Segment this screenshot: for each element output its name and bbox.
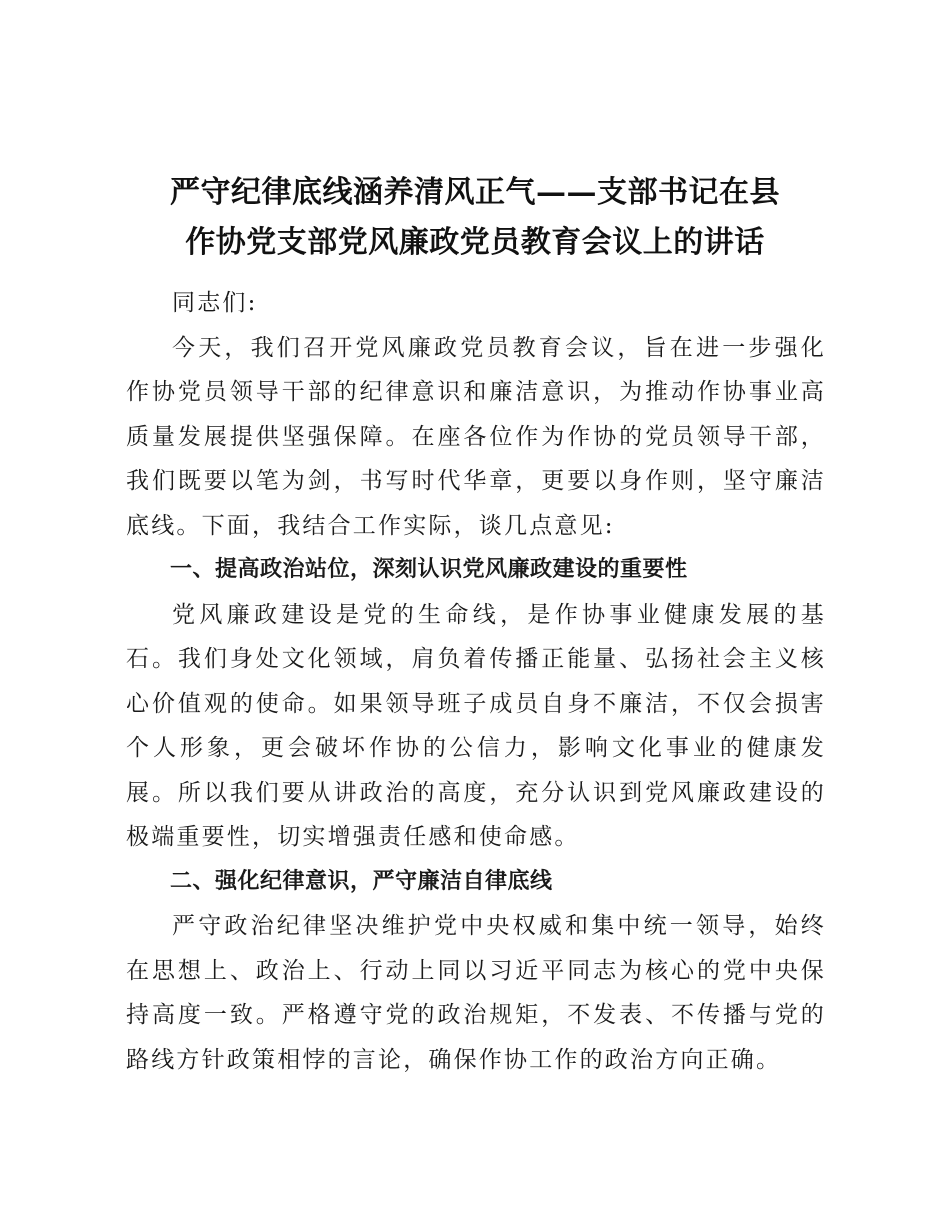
title-line-2: 作协党支部党风廉政党员教育会议上的讲话 [185, 225, 765, 260]
document-title [100, 168, 850, 268]
document-body [126, 281, 826, 1082]
section-1-paragraph: 党风廉政建设是党的生命线，是作协事业健康发展的基石。我们身处文化领域，肩负着传播正能量、弘扬社会主义核心价值观的使命。如果领导班子成员自身不廉洁，不仅会损害个人形象，更会破坏作协的公信力，影响文化事业的健康发展。所以我们要从讲政治的高度，充分认识到党风廉政建设的极端重要性，切实增强责任感和使命感。 [126, 601, 826, 850]
section-2-paragraph: 严守政治纪律坚决维护党中央权威和集中统一领导，始终在思想上、政治上、行动上同以习近平同志为核心的党中央保持高度一致。严格遵守党的政治规矩，不发表、不传播与党的路线方针政策相悖的言论，确保作协工作的政治方向正确。 [126, 913, 826, 1073]
section-2-heading: 二、强化纪律意识，严守廉洁自律底线 [170, 868, 553, 894]
salutation: 同志们: [172, 290, 258, 316]
section-1-heading: 一、提高政治站位，深刻认识党风廉政建设的重要性 [170, 557, 688, 582]
intro-paragraph: 今天，我们召开党风廉政党员教育会议，旨在进一步强化作协党员领导干部的纪律意识和廉洁意识，为推动作协事业高质量发展提供坚强保障。在座各位作为作协的党员领导干部，我们既要以笔为剑，书写时代华章，更要以身作则，坚守廉洁底线。下面，我结合工作实际，谈几点意见: [126, 334, 826, 539]
title-line-1: 严守纪律底线涵养清风正气——支部书记在县 [170, 175, 780, 210]
